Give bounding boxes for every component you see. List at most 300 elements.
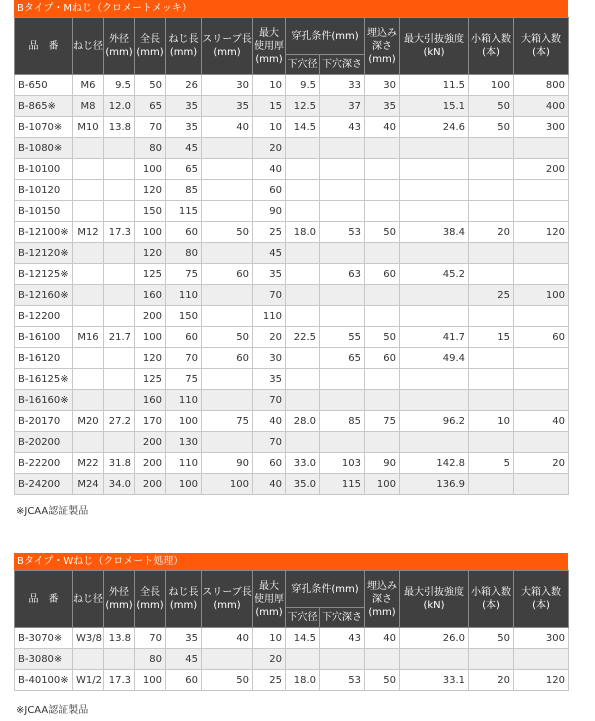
table-cell [320,201,365,222]
table-cell [202,306,253,327]
table-cell [286,264,320,285]
part-number-cell: B-16100 [15,327,73,348]
header-large-box-line: 大箱入数 [521,34,562,45]
header-drill-diameter-line: 下穴径 [287,59,318,70]
table-cell: 10 [253,75,286,96]
header-embed-depth-line: 深さ [372,40,393,52]
table-cell [469,243,514,264]
table-cell: 10 [469,411,514,432]
table-cell [400,432,469,453]
table-row [15,138,569,159]
part-number-cell: B-16125※ [15,369,73,390]
table-cell: 80 [135,138,166,159]
spec-table-w-thread [14,570,569,691]
table-cell: 60 [166,222,202,243]
header-small-box-line: (本) [482,600,500,611]
table-cell: 85 [320,411,365,432]
header-embed-depth-line: (mm) [368,606,396,618]
part-number-cell: B-865※ [15,96,73,117]
table-cell: 70 [135,117,166,138]
table-cell: 35.0 [286,474,320,495]
table-cell [104,285,135,306]
table-cell [73,285,104,306]
section1-title: Bタイプ・Mねじ（クロメートメッキ） [17,3,192,14]
table-cell: 100 [202,474,253,495]
header-drill-depth-line: 下穴深さ [322,59,362,70]
table-cell: 35 [365,96,400,117]
table-cell: 35 [166,96,202,117]
table-cell [320,649,365,670]
table-cell: 41.7 [400,327,469,348]
table-cell: 30 [253,348,286,369]
table-cell: 70 [253,390,286,411]
table-cell: M10 [73,117,104,138]
header-embed-depth [365,571,400,628]
header-outer-diameter-line: 外径 [109,34,129,45]
table-cell: 65 [166,159,202,180]
table-cell [320,159,365,180]
table-cell: 300 [514,117,569,138]
table-row [15,474,569,495]
table-cell: 26 [166,75,202,96]
table-cell: 20 [253,649,286,670]
table-cell: 70 [166,348,202,369]
header-small-box [469,571,514,628]
table-cell: 53 [320,670,365,691]
table-cell [202,138,253,159]
table-cell: 12.0 [104,96,135,117]
table-cell: 13.8 [104,628,135,649]
table-cell [73,138,104,159]
table-cell: M8 [73,96,104,117]
part-number-cell: B-20170 [15,411,73,432]
table-cell: 15 [469,327,514,348]
table-cell [73,264,104,285]
table-row [15,96,569,117]
table-cell: 35 [253,264,286,285]
table-cell: 70 [253,432,286,453]
table-cell: 20 [469,222,514,243]
header-drill-diameter-line: 下穴径 [287,612,318,623]
header-drilling-line: 穿孔条件(mm) [291,583,359,595]
table-cell: 17.3 [104,670,135,691]
header-thread-line: ねじ径 [73,40,103,52]
table-cell: M6 [73,75,104,96]
table-cell [286,348,320,369]
table-cell: 60 [202,264,253,285]
header-max-thickness-line: 使用厚 [254,40,284,52]
header-embed-depth-line: 深さ [372,593,393,605]
table-cell: 160 [135,285,166,306]
header-length [135,571,166,628]
header-outer-diameter-line: (mm) [105,600,133,611]
table-cell: 17.3 [104,222,135,243]
table-cell: 90 [253,201,286,222]
table-cell [104,201,135,222]
header-thread-line: ねじ径 [73,593,103,605]
spec-table-m-thread [14,17,569,495]
section2-note: ※JCAA認証製品 [16,705,89,716]
table-cell: 30 [202,75,253,96]
table-cell: 49.4 [400,348,469,369]
table-cell: 103 [320,453,365,474]
table-cell: 27.2 [104,411,135,432]
table-cell: 130 [166,432,202,453]
table-cell [202,432,253,453]
header-max-thickness-line: (mm) [255,53,283,65]
table-cell [365,201,400,222]
table-cell: 300 [514,628,569,649]
table-cell: 20 [514,453,569,474]
header-large-box-line: (本) [532,600,550,611]
header-max-thickness [253,18,286,75]
table-cell [73,159,104,180]
header-sleeve-length-line: (mm) [213,600,241,611]
table-cell [365,432,400,453]
table-cell [400,159,469,180]
table-cell [469,474,514,495]
header-outer-diameter-line: 外径 [109,587,129,598]
table-cell: 136.9 [400,474,469,495]
table-cell: 60 [166,670,202,691]
table-cell: 70 [253,285,286,306]
table-cell: 200 [135,432,166,453]
part-number-cell: B-22200 [15,453,73,474]
table-cell: 40 [253,411,286,432]
table-cell [365,138,400,159]
table-cell: 20 [253,138,286,159]
table-cell: 30 [365,75,400,96]
table-cell: 9.5 [104,75,135,96]
header-length-line: 全長 [140,587,160,598]
table-cell [202,243,253,264]
table-row [15,306,569,327]
table-row [15,670,569,691]
table-cell: 35 [166,628,202,649]
table-cell: 50 [469,628,514,649]
table-cell [286,201,320,222]
table-cell: M16 [73,327,104,348]
table-cell: 33.1 [400,670,469,691]
table-cell [514,138,569,159]
table-cell: 100 [365,474,400,495]
table-cell: 45 [166,138,202,159]
table-cell: 75 [166,264,202,285]
table-cell: 90 [202,453,253,474]
header-part-number-line: 品 番 [28,40,59,52]
table-row [15,159,569,180]
header-sleeve-length [202,571,253,628]
header-outer-diameter-line: (mm) [105,47,133,58]
table-cell: 50 [202,327,253,348]
table-cell: 15.1 [400,96,469,117]
table-cell: 75 [166,369,202,390]
table-cell: 110 [166,390,202,411]
part-number-cell: B-1080※ [15,138,73,159]
part-number-cell: B-12120※ [15,243,73,264]
table-cell: 60 [202,348,253,369]
table-cell [514,306,569,327]
table-cell [104,180,135,201]
table-cell: 18.0 [286,670,320,691]
table-cell: 50 [202,670,253,691]
table-cell: 12.5 [286,96,320,117]
part-number-cell: B-16120 [15,348,73,369]
table-cell: 28.0 [286,411,320,432]
table-cell [286,285,320,306]
table-cell [202,649,253,670]
table-cell [469,159,514,180]
table-cell: 9.5 [286,75,320,96]
table-cell [514,348,569,369]
table-cell: 15 [253,96,286,117]
header-max-thickness-line: (mm) [255,606,283,618]
table-cell [514,369,569,390]
section2-title-bar [14,553,568,570]
table-cell: 120 [135,180,166,201]
table-cell [104,264,135,285]
table-row [15,327,569,348]
table-cell [514,432,569,453]
header-length-line: (mm) [136,47,164,58]
table-cell [73,432,104,453]
table-cell: 96.2 [400,411,469,432]
table-cell [400,201,469,222]
header-pullout-strength [400,18,469,75]
table-cell: 22.5 [286,327,320,348]
table-cell: 120 [135,348,166,369]
table-cell [202,369,253,390]
table-cell [73,243,104,264]
header-max-thickness-line: 最大 [259,27,279,39]
table-cell [202,285,253,306]
table-cell: 120 [514,222,569,243]
header-embed-depth-line: (mm) [368,53,396,65]
table-cell [320,432,365,453]
header-large-box-line: (本) [532,47,550,58]
table-cell: 24.6 [400,117,469,138]
header-small-box-line: 小箱入数 [471,34,512,45]
table-cell: 60 [365,264,400,285]
table-cell [104,348,135,369]
table-cell: W3/8 [73,628,104,649]
table-cell: 33.0 [286,453,320,474]
part-number-cell: B-1070※ [15,117,73,138]
table-cell: 40 [253,159,286,180]
table-cell: 50 [365,327,400,348]
table-cell: 40 [514,411,569,432]
header-drill-depth-line: 下穴深さ [322,612,362,623]
table-cell: 120 [514,670,569,691]
table-cell [400,285,469,306]
table-cell: 20 [469,670,514,691]
header-thread [73,571,104,628]
header-max-thickness [253,571,286,628]
table-cell [469,348,514,369]
table-row [15,369,569,390]
header-sleeve-length [202,18,253,75]
table-cell: 100 [135,670,166,691]
table-cell [286,649,320,670]
table-cell [202,201,253,222]
section1-title-bar [14,0,568,17]
header-row [15,18,569,55]
part-number-cell: B-10120 [15,180,73,201]
table-cell: 110 [166,285,202,306]
header-length-line: 全長 [140,34,160,45]
table-cell: 53 [320,222,365,243]
header-embed-depth-line: 埋込み [367,27,398,39]
table-cell: 45 [166,649,202,670]
table-cell [73,348,104,369]
table-cell: 100 [166,411,202,432]
table-cell: 40 [202,628,253,649]
table-cell: 120 [135,243,166,264]
table-cell: 43 [320,628,365,649]
header-drilling [286,571,365,608]
table-cell: 11.5 [400,75,469,96]
table-cell [202,390,253,411]
table-cell [286,390,320,411]
table-cell [104,138,135,159]
table-cell: 50 [365,670,400,691]
table-cell: 160 [135,390,166,411]
table-cell: M22 [73,453,104,474]
table-cell: 25 [253,670,286,691]
table-cell: 100 [514,285,569,306]
table-cell: 125 [135,369,166,390]
table-cell [320,180,365,201]
table-cell: 55 [320,327,365,348]
table-cell: 400 [514,96,569,117]
table-cell [73,180,104,201]
table-row [15,432,569,453]
part-number-cell: B-12160※ [15,285,73,306]
header-pullout-strength-line: (kN) [423,600,445,611]
table-cell: 35 [166,117,202,138]
table-cell [73,201,104,222]
table-cell: 150 [166,306,202,327]
table-cell: M20 [73,411,104,432]
header-max-thickness-line: 最大 [259,580,279,592]
table-cell [469,432,514,453]
table-cell: 125 [135,264,166,285]
table-cell [286,159,320,180]
header-small-box [469,18,514,75]
table-cell [202,159,253,180]
header-part-number [15,18,73,75]
header-length-line: (mm) [136,600,164,611]
table-cell: 50 [469,96,514,117]
header-thread-length [166,571,202,628]
table-cell [365,369,400,390]
table-cell: 80 [135,649,166,670]
table-cell [365,306,400,327]
part-number-cell: B-3070※ [15,628,73,649]
header-sleeve-length-line: スリーブ長 [202,34,252,45]
header-thread-length [166,18,202,75]
table-cell: 800 [514,75,569,96]
table-cell: 40 [202,117,253,138]
table-cell: 14.5 [286,117,320,138]
header-drill-diameter [286,55,320,75]
part-number-cell: B-10150 [15,201,73,222]
table-cell: 75 [365,411,400,432]
header-thread-length-line: ねじ長 [168,34,199,45]
table-cell: 142.8 [400,453,469,474]
table-cell [286,369,320,390]
table-cell [365,390,400,411]
table-cell [104,306,135,327]
table-cell: 50 [365,222,400,243]
table-row [15,243,569,264]
table-cell [400,649,469,670]
part-number-cell: B-24200 [15,474,73,495]
header-thread-length-line: (mm) [169,600,198,611]
table-cell [365,180,400,201]
part-number-cell: B-12100※ [15,222,73,243]
header-embed-depth-line: 埋込み [367,580,398,592]
table-cell: 10 [253,628,286,649]
header-drill-diameter [286,608,320,628]
table-cell: 25 [469,285,514,306]
table-cell [469,369,514,390]
table-cell: 75 [202,411,253,432]
table-cell: W1/2 [73,670,104,691]
table-cell: 60 [253,180,286,201]
table-row [15,180,569,201]
table-cell [400,138,469,159]
table-cell: 50 [202,222,253,243]
header-pullout-strength-line: 最大引抜強度 [404,34,465,45]
table-cell: 100 [469,75,514,96]
table-cell: 200 [135,474,166,495]
table-cell: 50 [135,75,166,96]
table-cell [514,264,569,285]
table-cell: 100 [135,327,166,348]
header-thread [73,18,104,75]
table-cell: 31.8 [104,453,135,474]
table-cell: 60 [514,327,569,348]
table-cell [514,390,569,411]
table-cell [400,390,469,411]
part-number-cell: B-20200 [15,432,73,453]
header-large-box [514,571,569,628]
table-cell: 40 [365,117,400,138]
table-cell [104,159,135,180]
table-cell: 60 [253,453,286,474]
table-cell: 38.4 [400,222,469,243]
header-pullout-strength-line: (kN) [423,47,445,58]
table-cell [514,474,569,495]
header-pullout-strength [400,571,469,628]
table-cell [320,369,365,390]
table-row [15,222,569,243]
table-cell: 34.0 [104,474,135,495]
table-row [15,453,569,474]
table-cell [73,306,104,327]
table-cell [469,138,514,159]
header-embed-depth [365,18,400,75]
table-cell: 10 [253,117,286,138]
table-cell: M24 [73,474,104,495]
table-cell: 13.8 [104,117,135,138]
table-row [15,411,569,432]
table-cell [469,390,514,411]
table-cell: 20 [253,327,286,348]
table-cell: 110 [166,453,202,474]
header-outer-diameter [104,571,135,628]
